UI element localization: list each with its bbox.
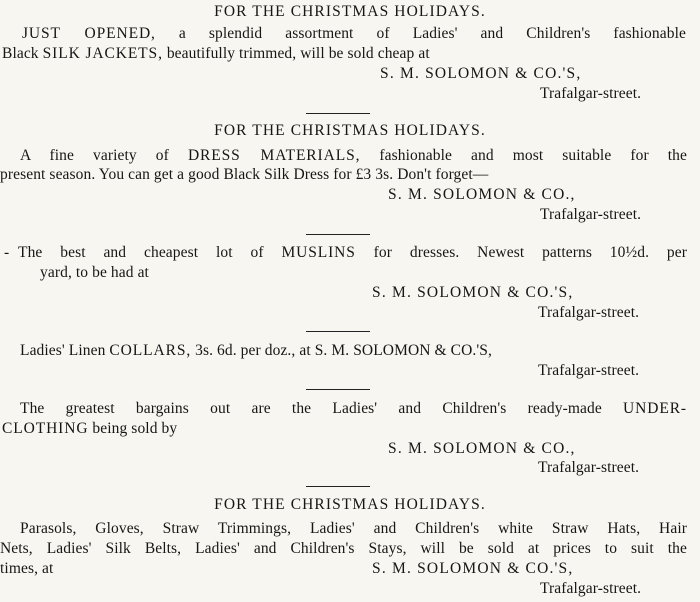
ad-text: a splendid assortment of Ladies' and Children's fashionable — [155, 25, 686, 42]
ad-product-caps: SILK JACKETS, — [42, 45, 163, 62]
ad-address: Trafalgar-street. — [540, 206, 642, 223]
ad-signature: S. M. SOLOMON & CO.'S, — [380, 65, 582, 82]
ad-body-line: Nets, Ladies' Silk Belts, Ladies' and Children's Stays, will be sold at prices to suit the — [0, 540, 687, 557]
ad-heading: FOR THE CHRISTMAS HOLIDAYS. — [214, 496, 486, 513]
ad-signature: S. M. SOLOMON & CO., — [388, 186, 576, 203]
ad-text: The best and cheapest lot of — [18, 244, 282, 261]
ad-stray-mark: - — [4, 244, 10, 261]
ad-address: Trafalgar-street. — [538, 362, 640, 379]
ad-body-line: present season. You can get a good Black Silk Dress for £3 3s. Don't forget— — [0, 166, 489, 183]
ad-address: Trafalgar-street. — [540, 580, 642, 597]
ad-text: for dresses. Newest patterns 10½d. per — [355, 244, 687, 261]
ad-product-caps: UNDER- — [623, 400, 687, 417]
ad-text: The greatest bargains out are the Ladies' and Children's ready-made — [20, 400, 624, 417]
ad-body-line — [20, 399, 687, 419]
ad-address: Trafalgar-street. — [538, 304, 640, 321]
ad-signature: S. M. SOLOMON & CO.'S, — [372, 560, 574, 577]
ad-heading: FOR THE CHRISTMAS HOLIDAYS. — [214, 122, 486, 139]
separator-rule — [306, 234, 370, 235]
ad-body-line — [22, 24, 686, 44]
separator-rule — [306, 389, 370, 390]
ad-text: 3s. 6d. per doz., at S. M. SOLOMON & CO.'S, — [191, 342, 492, 359]
ad-product-caps: DRESS MATERIALS, — [187, 147, 361, 164]
ad-body-line — [20, 341, 492, 361]
ad-text: fashionable and most suitable for the — [360, 147, 687, 164]
ad-body-line — [2, 419, 177, 439]
ad-lead-caps: JUST OPENED, — [22, 25, 156, 42]
separator-rule — [306, 486, 370, 487]
ad-body-line — [2, 44, 430, 64]
ad-heading: FOR THE CHRISTMAS HOLIDAYS. — [214, 3, 486, 20]
ad-text: Black — [2, 45, 43, 62]
ad-address: Trafalgar-street. — [540, 85, 642, 102]
ad-text: A fine variety of — [20, 147, 188, 164]
ad-body-line: Parasols, Gloves, Straw Trimmings, Ladies' and Children's white Straw Hats, Hair — [20, 520, 687, 537]
ad-text: beautifully trimmed, will be sold cheap at — [162, 45, 430, 62]
ad-signature: S. M. SOLOMON & CO., — [388, 440, 576, 457]
ad-text: being sold by — [88, 420, 178, 437]
separator-rule — [306, 331, 370, 332]
ad-product-caps: CLOTHING — [2, 420, 89, 437]
ad-signature: S. M. SOLOMON & CO.'S, — [372, 284, 574, 301]
separator-rule — [306, 113, 370, 114]
ad-body-line: yard, to be had at — [40, 264, 149, 281]
ad-text: Ladies' Linen — [20, 342, 110, 359]
ad-body-line: times, at — [0, 560, 54, 577]
ad-body-line — [18, 243, 687, 263]
ad-product-caps: COLLARS, — [109, 342, 192, 359]
ad-body-line — [20, 146, 687, 166]
ad-product-caps: MUSLINS — [281, 244, 356, 261]
ad-address: Trafalgar-street. — [538, 459, 640, 476]
